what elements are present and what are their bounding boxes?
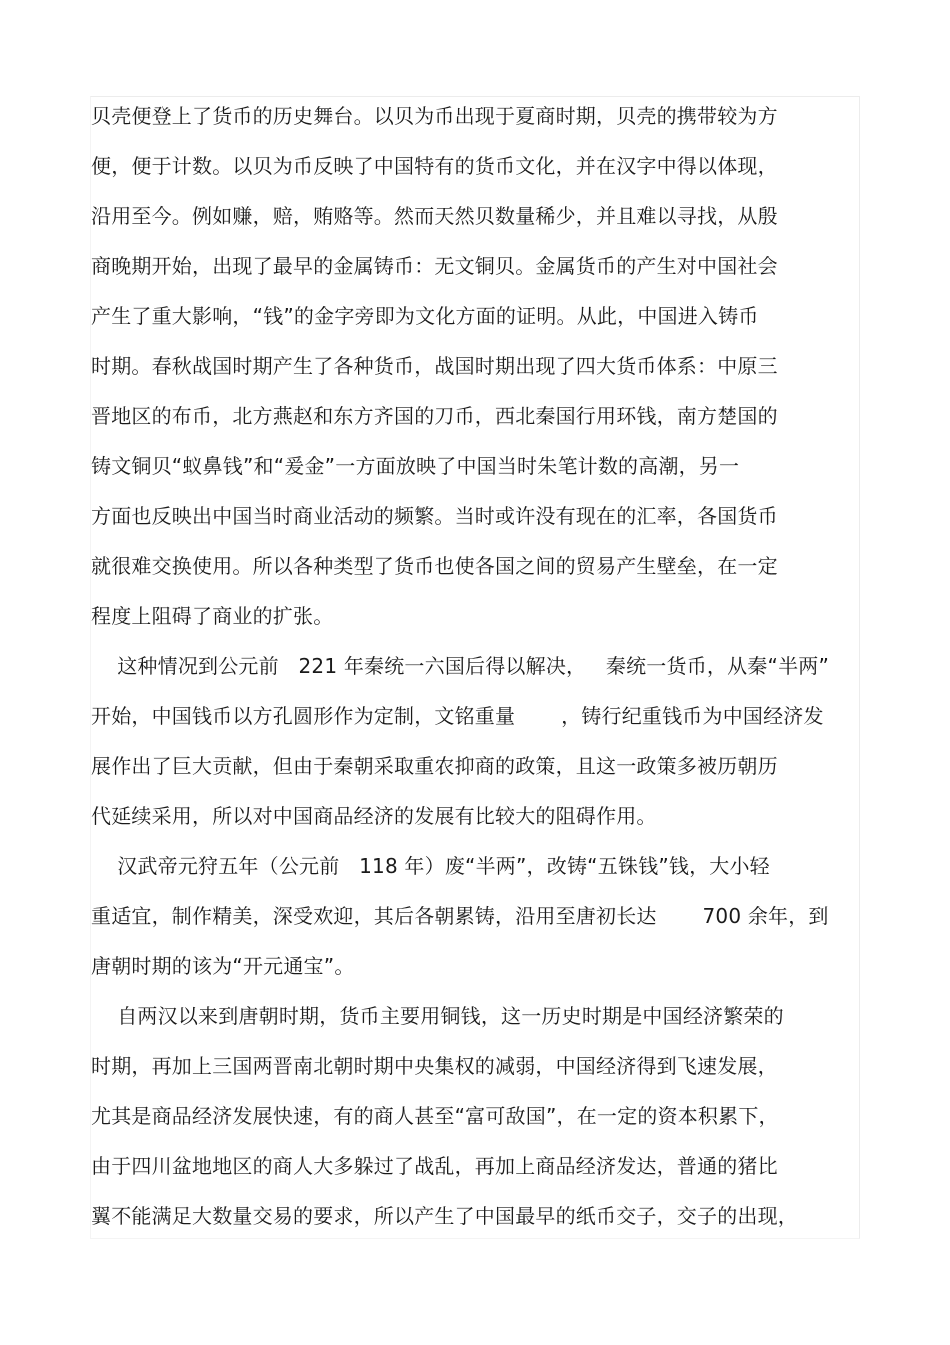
text-line: 便，便于计数。以贝为币反映了中国特有的货币文化，并在汉字中得以体现， [91,154,778,178]
text-line: 重适宜，制作精美，深受欢迎，其后各朝累铸，沿用至唐初长达 700 余年，到 [91,904,829,928]
document-page [90,96,860,1239]
text-line: 时期，再加上三国两晋南北朝时期中央集权的减弱，中国经济得到飞速发展， [91,1054,778,1078]
text-line: 唐朝时期的该为“开元通宝”。 [91,954,355,978]
text-line: 这种情况到公元前 221 年秦统一六国后得以解决， 秦统一货币，从秦“半两” [91,654,830,678]
text-line: 沿用至今。例如赚，赔，贿赂等。然而天然贝数量稀少，并且难以寻找，从殷 [91,204,778,228]
text-line: 铸文铜贝“蚁鼻钱”和“爰金”一方面放映了中国当时朱笔计数的高潮，另一 [91,454,740,478]
text-line: 方面也反映出中国当时商业活动的频繁。当时或许没有现在的汇率，各国货币 [91,504,778,528]
text-line: 展作出了巨大贡献，但由于秦朝采取重农抑商的政策，且这一政策多被历朝历 [91,754,778,778]
text-line: 晋地区的布币，北方燕赵和东方齐国的刀币，西北秦国行用环钱，南方楚国的 [91,404,778,428]
text-line: 尤其是商品经济发展快速，有的商人甚至“富可敌国”，在一定的资本积累下， [91,1104,779,1128]
text-line: 就很难交换使用。所以各种类型了货币也使各国之间的贸易产生壁垒，在一定 [91,554,778,578]
text-line: 程度上阻碍了商业的扩张。 [91,604,334,628]
text-line: 商晚期开始，出现了最早的金属铸币：无文铜贝。金属货币的产生对中国社会 [91,254,778,278]
text-line: 产生了重大影响，“钱”的金字旁即为文化方面的证明。从此，中国进入铸币 [91,304,759,328]
text-line: 由于四川盆地地区的商人大多躲过了战乱，再加上商品经济发达，普通的猪比 [91,1154,778,1178]
text-line: 贝壳便登上了货币的历史舞台。以贝为币出现于夏商时期，贝壳的携带较为方 [91,104,778,128]
text-line: 代延续采用，所以对中国商品经济的发展有比较大的阻碍作用。 [91,804,657,828]
text-line: 自两汉以来到唐朝时期，货币主要用铜钱，这一历史时期是中国经济繁荣的 [91,1004,784,1028]
text-line: 汉武帝元狩五年（公元前 118 年）废“半两”，改铸“五铢钱”钱，大小轻 [91,854,770,878]
text-line: 时期。春秋战国时期产生了各种货币，战国时期出现了四大货币体系：中原三 [91,354,778,378]
text-line: 开始，中国钱币以方孔圆形作为定制，文铭重量 ，铸行纪重钱币为中国经济发 [91,704,824,728]
text-line: 翼不能满足大数量交易的要求，所以产生了中国最早的纸币交子，交子的出现， [91,1204,798,1228]
